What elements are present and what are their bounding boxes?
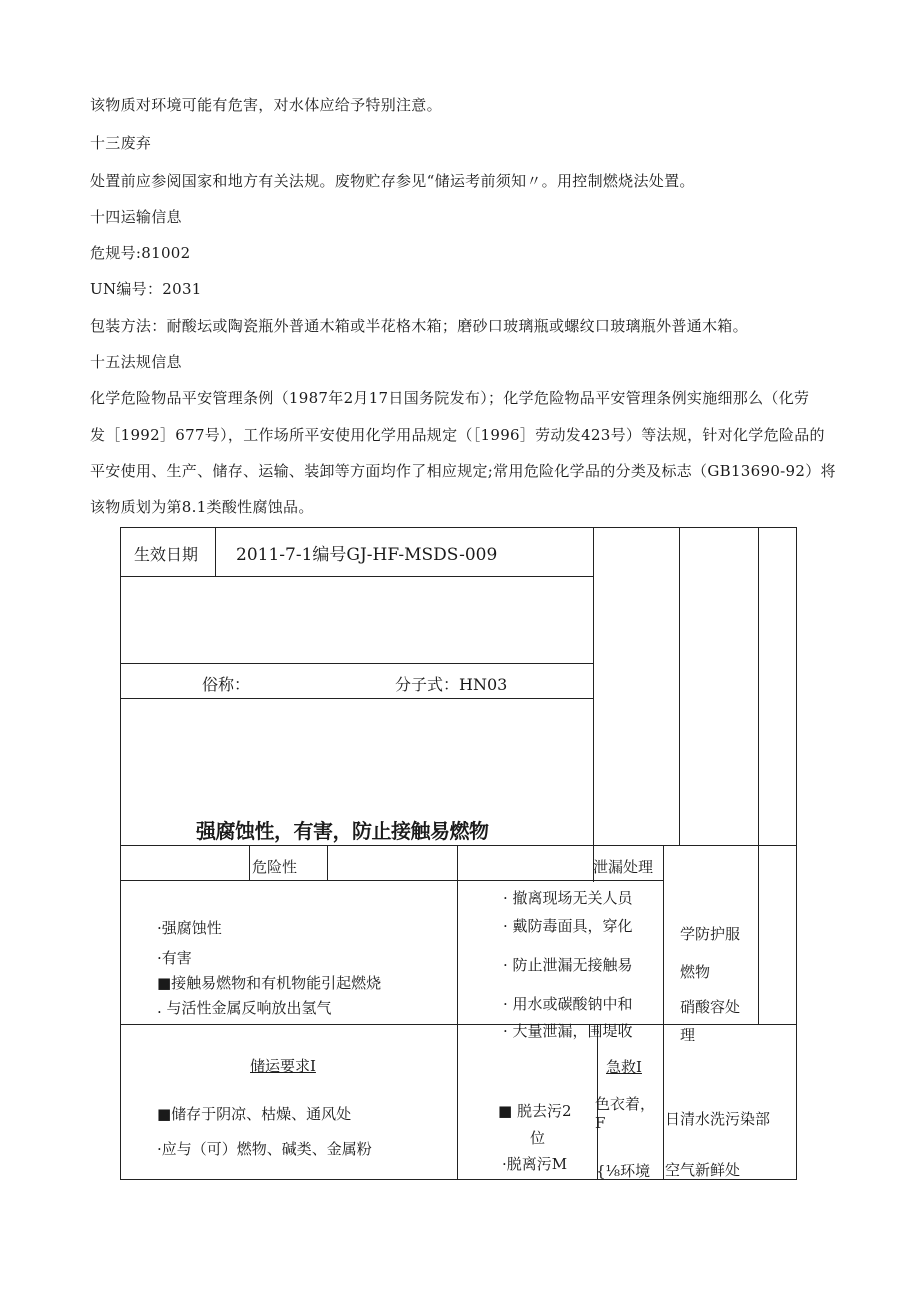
storage-header: 储运要求I bbox=[250, 1057, 316, 1075]
divider bbox=[249, 845, 250, 880]
leak-item: · 撤离现场无关人员 bbox=[503, 889, 633, 907]
first-aid-item: {⅛环境 bbox=[596, 1162, 651, 1180]
divider bbox=[758, 527, 759, 1024]
leak-item: · 戴防毒面具，穿化 bbox=[503, 917, 633, 935]
divider bbox=[120, 880, 663, 881]
effective-date-value: 2011-7-1编号GJ-HF-MSDS-009 bbox=[236, 545, 498, 565]
first-aid-item: F bbox=[595, 1114, 606, 1132]
leak-overflow: 学防护服 bbox=[680, 925, 741, 943]
leak-overflow: 燃物 bbox=[680, 963, 711, 981]
divider bbox=[120, 576, 593, 577]
regulation-line-1: 化学危险物品平安管理条例（1987年2月17日国务院发布）；化学危险物品平安管理条例实施细那么（化劳 bbox=[90, 389, 810, 407]
hazard-item: ·有害 bbox=[157, 949, 192, 967]
divider bbox=[457, 845, 458, 1180]
hazard-number: 危规号:81002 bbox=[90, 244, 191, 262]
first-aid-item: 位 bbox=[530, 1129, 546, 1147]
section-13-title: 十三废弃 bbox=[90, 134, 152, 152]
first-aid-item: 色衣着， bbox=[595, 1095, 656, 1113]
storage-item: ·应与（可）燃物、碱类、金属粉 bbox=[157, 1140, 372, 1158]
common-name-label: 俗称： bbox=[202, 675, 251, 694]
storage-item: ■储存于阴凉、枯燥、通风处 bbox=[157, 1105, 352, 1123]
divider bbox=[120, 845, 797, 846]
divider bbox=[120, 663, 593, 664]
card-border-right bbox=[796, 527, 797, 1180]
un-number: UN编号：2031 bbox=[90, 280, 202, 298]
leak-overflow: 硝酸容处 bbox=[680, 998, 741, 1016]
divider bbox=[327, 845, 328, 880]
divider bbox=[120, 698, 593, 699]
hazard-item: ■接触易燃物和有机物能引起燃烧 bbox=[157, 974, 382, 992]
card-border-left bbox=[120, 527, 121, 1180]
env-note: 该物质对环境可能有危害，对水体应给予特别注意。 bbox=[90, 96, 442, 114]
first-aid-item: 空气新鲜处 bbox=[665, 1161, 741, 1179]
hazard-warning: 强腐蚀性，有害，防止接触易燃物 bbox=[196, 819, 489, 843]
regulation-line-4: 该物质划为第8.1类酸性腐蚀品。 bbox=[90, 498, 314, 516]
molecular-formula: 分子式：HN03 bbox=[395, 675, 508, 694]
card-border-top bbox=[120, 527, 797, 528]
regulation-line-2: 发［1992］677号），工作场所平安使用化学用品规定（［1996］劳动发423号）等法规，针对化学危险品的 bbox=[90, 426, 825, 444]
divider bbox=[120, 1024, 797, 1025]
section-13-text: 处置前应参阅国家和地方有关法规。废物贮存参见“储运考前须知〃。用控制燃烧法处置。 bbox=[90, 172, 695, 190]
regulation-line-3: 平安使用、生产、储存、运输、装卸等方面均作了相应规定;常用危险化学品的分类及标志（GB13690-92）将 bbox=[90, 462, 836, 480]
first-aid-item: ■ 脱去污2 bbox=[498, 1102, 572, 1120]
first-aid-item: 日清水洗污染部 bbox=[665, 1110, 771, 1128]
effective-date-label: 生效日期 bbox=[134, 545, 199, 564]
hazard-item: ·强腐蚀性 bbox=[157, 919, 222, 937]
first-aid-header: 急救I bbox=[606, 1058, 642, 1076]
leak-header: 泄漏处理 bbox=[593, 858, 654, 876]
hazard-item: . 与活性金属反响放出氢气 bbox=[157, 999, 332, 1017]
divider bbox=[215, 527, 216, 576]
leak-overflow: 理 bbox=[680, 1026, 696, 1044]
divider bbox=[663, 845, 664, 1180]
leak-item: · 大量泄漏，围堤收 bbox=[503, 1022, 633, 1040]
leak-item: · 防止泄漏无接触易 bbox=[503, 956, 633, 974]
divider bbox=[679, 527, 680, 846]
packing-method: 包装方法：耐酸坛或陶瓷瓶外普通木箱或半花格木箱；磨砂口玻璃瓶或螺纹口玻璃瓶外普通木箱。 bbox=[90, 317, 748, 335]
divider bbox=[593, 527, 594, 882]
section-15-title: 十五法规信息 bbox=[90, 353, 182, 371]
leak-item: · 用水或碳酸钠中和 bbox=[503, 995, 633, 1013]
hazard-header: 危险性 bbox=[252, 858, 298, 876]
section-14-title: 十四运输信息 bbox=[90, 208, 182, 226]
first-aid-item: ·脱离污M bbox=[502, 1155, 568, 1173]
